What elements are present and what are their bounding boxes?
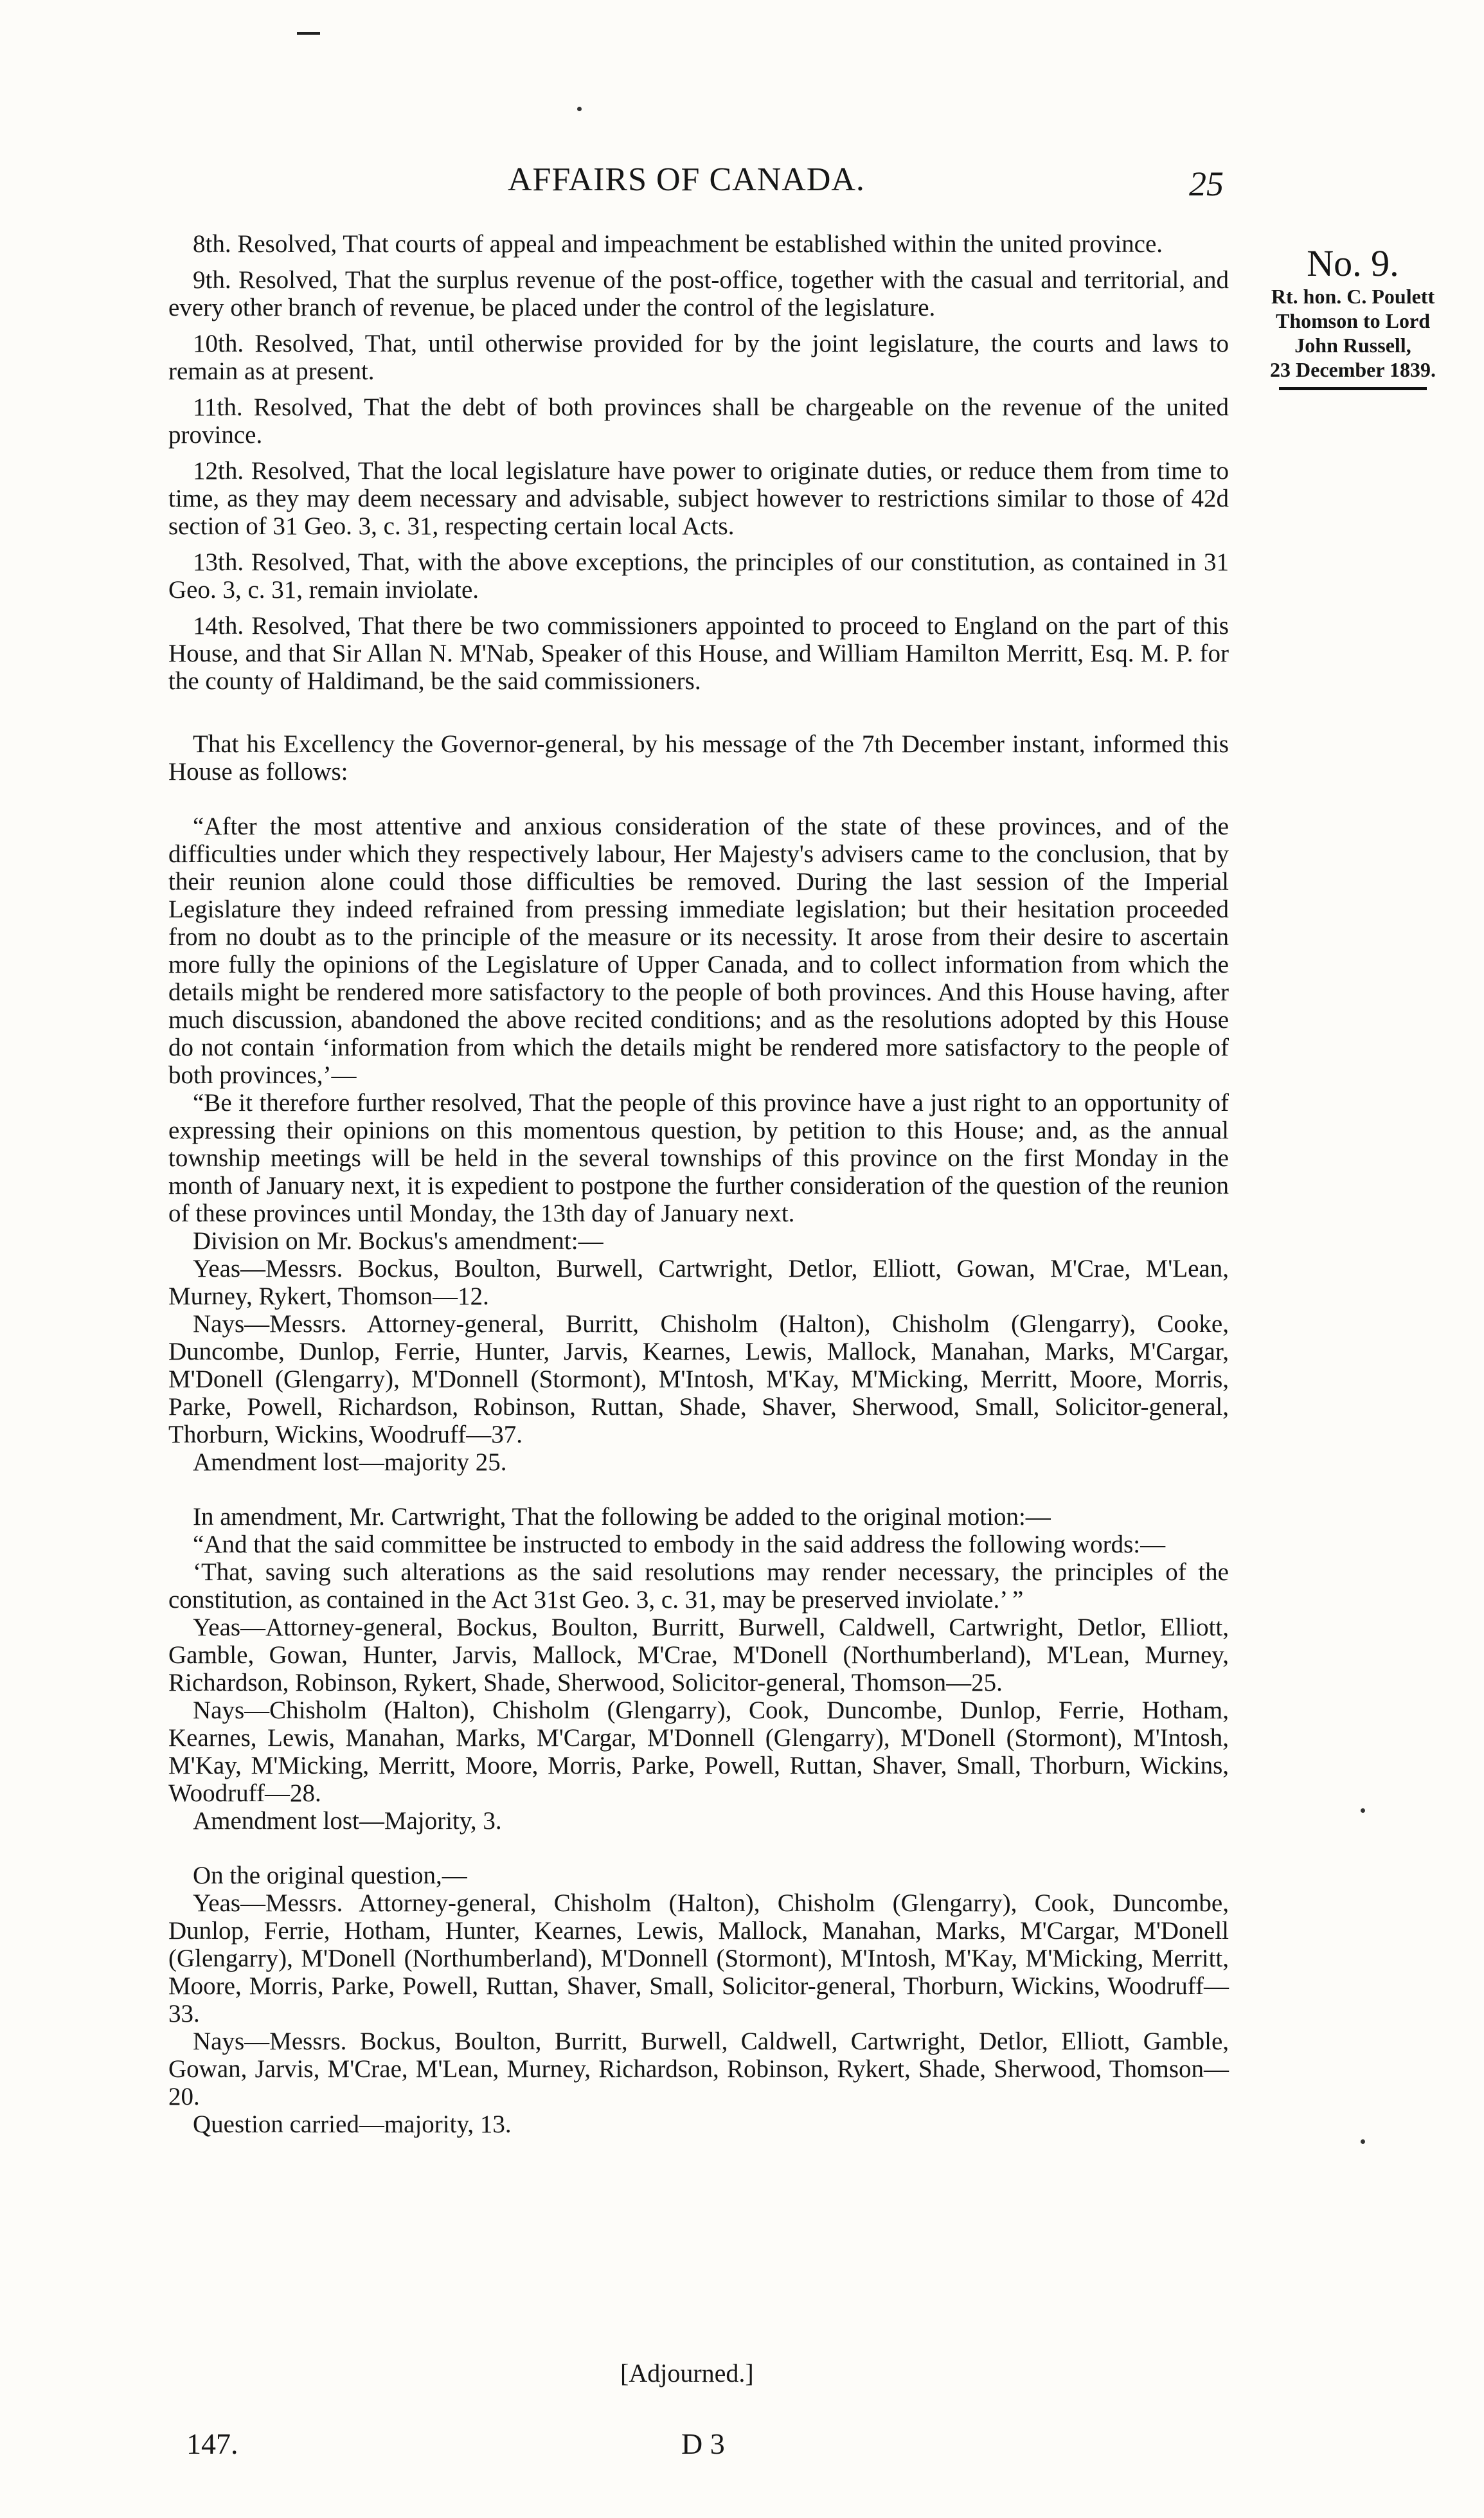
- resolution-12: 12th. Resolved, That the local legislature have power to originate duties, or reduce them from time to time, as they may deem necessary and advisable, subject however to restrictions similar to those of 42d section of 31 Geo. 3, c. 31, respecting certain local Acts.: [168, 457, 1229, 540]
- message-quote: “After the most attentive and anxious consideration of the state of these provinces, and of the difficulties under which they respectively labour, Her Majesty's advisers came to the conclusion, that by their reunion alone could those difficulties be removed. During the last session of the Imperial Legislature they indeed refrained from pressing immediate legislation; but their hesitation proceeded from no doubt as to the principle of the measure or its necessity. It arose from their desire to ascertain more fully the opinions of the Legislature of Upper Canada, and to collect information from which the details might be rendered more satisfactory to the people of both provinces. And this House having, after much discussion, abandoned the above recited conditions; and as the resolutions adopted by this House do not contain ‘information from which the details might be rendered more satisfactory to the people of both provinces,’—: [168, 813, 1229, 1089]
- amendment-words: ‘That, saving such alterations as the said resolutions may render necessary, the principles of the constitution, as contained in the Act 31st Geo. 3, c. 31, may be preserved inviolate.’ ”: [168, 1558, 1229, 1614]
- body-text: [168, 230, 1229, 2138]
- original-yeas: Yeas—Messrs. Attorney-general, Chisholm (Halton), Chisholm (Glengarry), Cook, Duncombe, Dunlop, Ferrie, Hotham, Hunter, Kearnes, Lewis, Mallock, Manahan, Marks, M'Cargar, M'Donell (Glengarry), M'Donell (Northumberland), M'Donnell (Stormont), M'Intosh, M'Kay, M'Micking, Merritt, Moore, Morris, Parke, Powell, Ruttan, Shaver, Small, Solicitor-general, Thorburn, Wickins, Woodruff—33.: [168, 1889, 1229, 2028]
- division-nays: Nays—Messrs. Attorney-general, Burritt, Chisholm (Halton), Chisholm (Glengarry), Cooke, Duncombe, Dunlop, Ferrie, Hunter, Jarvis, Kearnes, Lewis, Mallock, Manahan, Marks, M'Cargar, M'Donell (Glengarry), M'Donnell (Stormont), M'Intosh, M'Kay, M'Micking, Merritt, Moore, Morris, Parke, Powell, Richardson, Robinson, Ruttan, Shade, Shaver, Sherwood, Small, Solicitor-general, Thorburn, Wickins, Woodruff—37.: [168, 1310, 1229, 1448]
- division-yeas: Yeas—Messrs. Bockus, Boulton, Burwell, Cartwright, Detlor, Elliott, Gowan, M'Crae, M'Lean, Murney, Rykert, Thomson—12.: [168, 1255, 1229, 1310]
- margin-speck: [1361, 2139, 1365, 2144]
- message-intro: That his Excellency the Governor-general, by his message of the 7th December instant, informed this House as follows:: [168, 730, 1229, 786]
- running-header-title: AFFAIRS OF CANADA.: [508, 161, 865, 198]
- further-resolved: “Be it therefore further resolved, That the people of this province have a just right to an opportunity of expressing their opinions on this momentous question, by petition to this House; and, as the annual township meetings will be held in the several townships of this province on the first Monday in the month of January next, it is expedient to postpone the further consideration of the question of the reunion of these provinces until Monday, the 13th day of January next.: [168, 1089, 1229, 1227]
- margin-note-line: 23 December 1839.: [1270, 358, 1436, 381]
- footer-number: 147.: [186, 2427, 238, 2460]
- cartwright-amendment: In amendment, Mr. Cartwright, That the following be added to the original motion:—: [193, 1503, 1051, 1531]
- margin-note-line: Thomson to Lord: [1275, 309, 1431, 332]
- margin-note-line: John Russell,: [1294, 334, 1411, 357]
- division-heading: Division on Mr. Bockus's amendment:—: [193, 1227, 603, 1255]
- original-result: Question carried—majority, 13.: [193, 2110, 512, 2138]
- adjourned-note: [Adjourned.]: [620, 2359, 754, 2388]
- amendment-result: Amendment lost—Majority, 3.: [193, 1807, 502, 1835]
- amendment-instruction: “And that the said committee be instructed to embody in the said address the following words:—: [193, 1531, 1166, 1558]
- division-result: Amendment lost—majority 25.: [193, 1448, 507, 1476]
- page-speck: [577, 107, 582, 111]
- resolution-11: 11th. Resolved, That the debt of both provinces shall be chargeable on the revenue of the united province.: [168, 393, 1229, 449]
- amendment-yeas: Yeas—Attorney-general, Bockus, Boulton, Burritt, Burwell, Caldwell, Cartwright, Detlor, Elliott, Gamble, Gowan, Hunter, Jarvis, Mallock, M'Crae, M'Donell (Northumberland), M'Lean, Murney, Richardson, Robinson, Rykert, Shade, Sherwood, Solicitor-general, Thomson—25.: [168, 1614, 1229, 1696]
- resolution-9: 9th. Resolved, That the surplus revenue of the post-office, together with the casual and territorial, and every other branch of revenue, be placed under the control of the legislature.: [168, 266, 1229, 321]
- resolution-10: 10th. Resolved, That, until otherwise provided for by the joint legislature, the courts and laws to remain as at present.: [168, 330, 1229, 385]
- original-question: On the original question,—: [193, 1862, 467, 1889]
- original-nays: Nays—Messrs. Bockus, Boulton, Burritt, Burwell, Caldwell, Cartwright, Detlor, Elliott, Gamble, Gowan, Jarvis, M'Crae, M'Lean, Murney, Richardson, Robinson, Rykert, Shade, Sherwood, Thomson—20.: [168, 2028, 1229, 2110]
- top-dash: [297, 32, 320, 35]
- margin-speck: [1361, 1808, 1365, 1813]
- margin-note-line: Rt. hon. C. Poulett: [1271, 285, 1435, 308]
- page-number: 25: [1189, 165, 1224, 203]
- amendment-nays: Nays—Chisholm (Halton), Chisholm (Glengarry), Cook, Duncombe, Dunlop, Ferrie, Hotham, Kearnes, Lewis, Manahan, Marks, M'Cargar, M'Donnell (Glengarry), M'Donell (Stormont), M'Intosh, M'Kay, M'Micking, Merritt, Moore, Morris, Parke, Powell, Ruttan, Shaver, Small, Thorburn, Wickins, Woodruff—28.: [168, 1696, 1229, 1807]
- signature-mark: D 3: [681, 2427, 725, 2460]
- resolution-13: 13th. Resolved, That, with the above exceptions, the principles of our constitution, as contained in 31 Geo. 3, c. 31, remain inviolate.: [168, 548, 1229, 604]
- margin-note-number: No. 9.: [1307, 242, 1399, 284]
- resolution-8: 8th. Resolved, That courts of appeal and impeachment be established within the united province.: [193, 230, 1163, 258]
- resolution-14: 14th. Resolved, That there be two commissioners appointed to proceed to England on the part of this House, and that Sir Allan N. M'Nab, Speaker of this House, and William Hamilton Merritt, Esq. M. P. for the county of Haldimand, be the said commissioners.: [168, 612, 1229, 695]
- margin-note-rule: [1279, 387, 1427, 390]
- margin-note: [1247, 243, 1459, 390]
